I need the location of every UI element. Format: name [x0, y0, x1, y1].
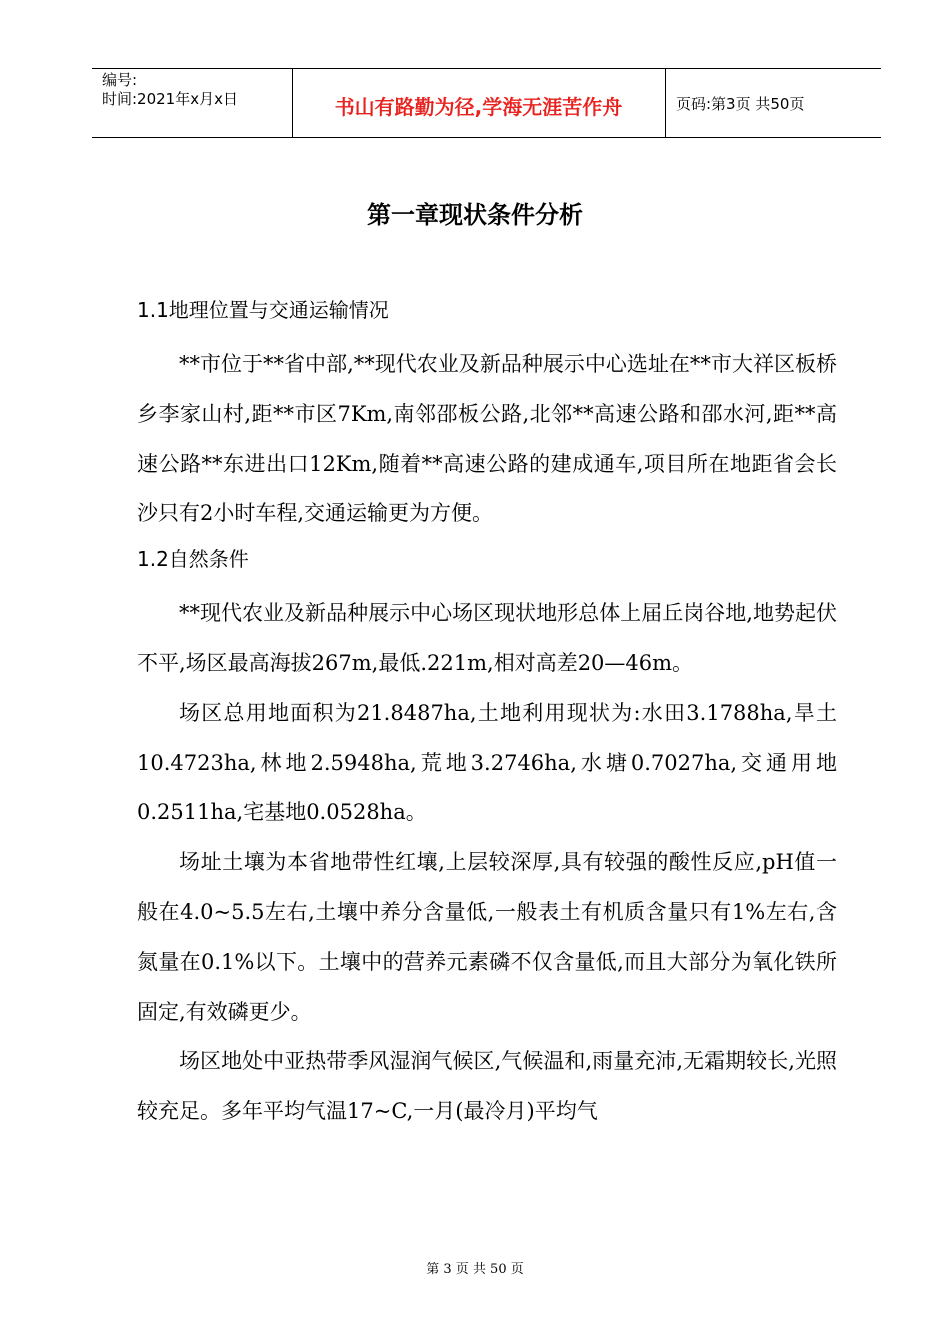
document-number-label: 编号: [102, 71, 138, 89]
header-table [92, 68, 881, 138]
paragraph: 场区地处中亚热带季风湿润气候区,气候温和,雨量充沛,无霜期较长,光照较充足。多年平均气温17~C,一月(最冷月)平均气 [137, 1049, 837, 1124]
chapter-title: 第一章现状条件分析 [367, 201, 583, 229]
paragraph: **现代农业及新品种展示中心场区现状地形总体上届丘岗谷地,地势起伏不平,场区最高海拔267m,最低.221m,相对高差20—46m。 [137, 601, 837, 675]
section-heading: 1.1地理位置与交通运输情况 [137, 298, 389, 322]
section-heading: 1.2自然条件 [137, 547, 249, 572]
document-time-label: 时间:2021年x月x日 [102, 90, 238, 108]
header-motto: 书山有路勤为径,学海无涯苦作舟 [334, 95, 623, 119]
header-meta [102, 71, 238, 109]
header-page-number: 页码:第3页 共50页 [676, 95, 805, 113]
header-divider [665, 69, 666, 137]
document-body [137, 290, 837, 1137]
paragraph: 场址土壤为本省地带性红壤,上层较深厚,具有较强的酸性反应,pH值一般在4.0~5.5左右,土壤中养分含量低,一般表土有机质含量只有1%左右,含氮量在0.1%以下。土壤中的营养元素磷不仅含量低,而且大部分为氧化铁所固定,有效磷更少。 [137, 850, 837, 1024]
paragraph: **市位于**省中部,**现代农业及新品种展示中心选址在**市大祥区板桥乡李家山村,距**市区7Km,南邻邵板公路,北邻**高速公路和邵水河,距**高速公路**东进出口12Km,随着**高速公路的建成通车,项目所在地距省会长沙只有2小时车程,交通运输更为方便。 [137, 352, 837, 526]
page-footer: 第 3 页 共 50 页 [426, 1262, 524, 1277]
paragraph: 场区总用地面积为21.8487ha,土地利用现状为:水田3.1788ha,旱土10.4723ha,林地2.5948ha,荒地3.2746ha,水塘0.7027ha,交通用地0.2511ha,宅基地0.0528ha。 [137, 700, 837, 825]
